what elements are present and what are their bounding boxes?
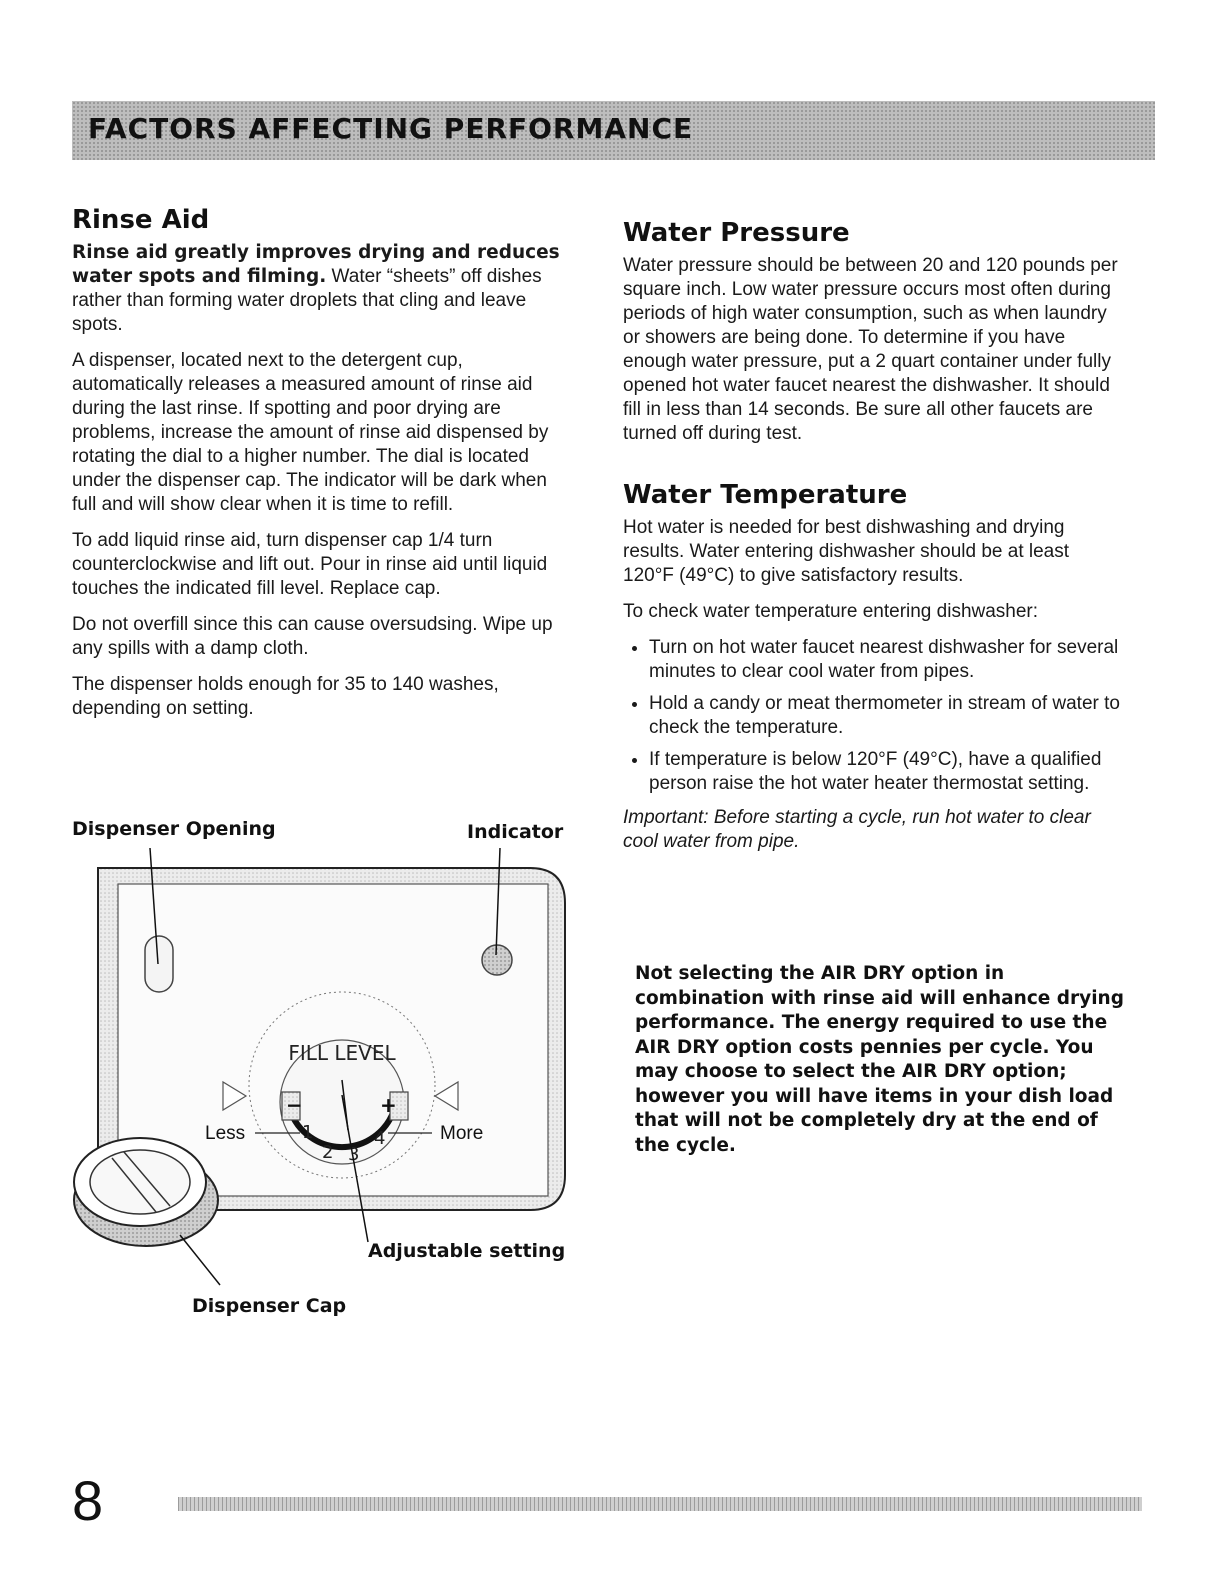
rinse-aid-paragraph-4: Do not overfill since this can cause oversudsing. Wipe up any spills with a damp cloth. [72, 614, 553, 659]
dispenser-cap-label: Dispenser Cap [192, 1295, 347, 1317]
water-temperature-steps [623, 636, 1123, 796]
dial-number-3: 3 [348, 1144, 360, 1165]
dispenser-opening-label: Dispenser Opening [72, 818, 276, 840]
water-temperature-paragraph-1: Hot water is needed for best dishwashing and drying results. Water entering dishwasher should be at least 120°F (49°C) to give satisfactory results. [623, 517, 1070, 586]
header-banner [72, 101, 1155, 160]
rinse-aid-lead-rest: Water “sheets” off dishes rather than forming water droplets that cling and leave spots. [72, 266, 542, 335]
dial-number-4: 4 [374, 1128, 386, 1149]
rinse-aid-lead: Rinse aid greatly improves drying and reduces water spots and filming. [72, 242, 560, 287]
rinse-aid-paragraph-2: A dispenser, located next to the detergent cup, automatically releases a measured amount of rinse aid during the last rinse. If spotting and poor drying are problems, increase the amount of rinse aid dispensed by rotating the dial to a higher number. The dial is located under the dispenser cap. The indicator will be dark when full and will show clear when it is time to refill. [72, 350, 549, 515]
important-note: Important: Before starting a cycle, run hot water to clear cool water from pipe. [623, 807, 1091, 852]
water-pressure-heading: Water Pressure [623, 218, 850, 248]
indicator-label: Indicator [467, 821, 564, 843]
right-column [623, 218, 1123, 854]
dial-number-1: 1 [302, 1122, 314, 1143]
dial-minus: − [286, 1093, 303, 1117]
list-item: • Turn on hot water faucet nearest dishwasher for several minutes to clear cool water from pipes. [649, 636, 1123, 684]
list-item: • Hold a candy or meat thermometer in stream of water to check the temperature. [649, 692, 1123, 740]
rinse-aid-intro [72, 241, 567, 337]
indicator-icon [482, 945, 512, 975]
list-item: • If temperature is below 120°F (49°C), have a qualified person raise the hot water heater thermostat setting. [649, 748, 1123, 796]
fill-level-text: FILL LEVEL [288, 1041, 396, 1065]
rinse-aid-section [72, 205, 567, 733]
page-title: FACTORS AFFECTING PERFORMANCE [88, 112, 694, 145]
rinse-aid-paragraph-3: To add liquid rinse aid, turn dispenser cap 1/4 turn counterclockwise and lift out. Pour in rinse aid until liquid touches the indicated fill level. Replace cap. [72, 530, 548, 599]
adjustable-setting-label: Adjustable setting [368, 1240, 566, 1262]
dispenser-opening-icon [145, 936, 173, 992]
water-temperature-heading: Water Temperature [623, 480, 908, 510]
dial-plus: + [380, 1093, 397, 1117]
rinse-aid-heading: Rinse Aid [72, 205, 210, 235]
water-temperature-paragraph-2: To check water temperature entering dishwasher: [623, 601, 1039, 622]
rinse-aid-paragraph-5: The dispenser holds enough for 35 to 140 washes, depending on setting. [72, 674, 499, 719]
dial-number-2: 2 [322, 1142, 334, 1163]
footer-bar [178, 1497, 1142, 1511]
water-pressure-paragraph: Water pressure should be between 20 and 120 pounds per square inch. Low water pressure occurs most often during periods of high water consumption, such as when laundry or showers are being done. To determine if you have enough water pressure, put a 2 quart container under fully opened hot water faucet nearest the dishwasher. It should fill in less than 14 seconds. Be sure all other faucets are turned off during test. [623, 255, 1118, 444]
page-number: 8 [72, 1469, 104, 1532]
less-text: Less [205, 1123, 246, 1144]
air-dry-note: Not selecting the AIR DRY option in combination with rinse aid will enhance drying performance. The energy required to use the AIR DRY option costs pennies per cycle. You may choose to select the AIR DRY option; however you will have items in your dish load that will not be completely dry at the end of the cycle. [635, 963, 1124, 1156]
more-text: More [440, 1123, 484, 1144]
rinse-aid-dispenser-diagram [60, 840, 580, 1300]
